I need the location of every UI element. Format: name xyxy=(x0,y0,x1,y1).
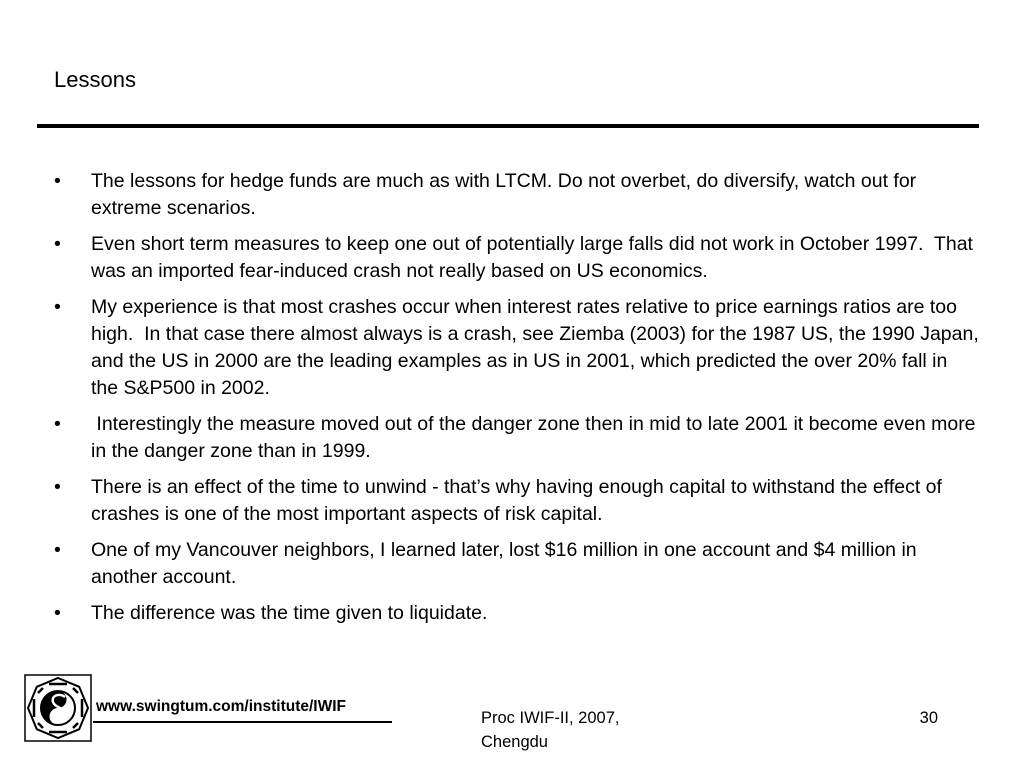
title-divider xyxy=(37,124,979,128)
bullet-marker: • xyxy=(54,296,61,318)
footer-url-link[interactable]: www.swingtum.com/institute/IWIF xyxy=(96,698,347,715)
bullet-marker: • xyxy=(54,233,61,255)
bullet-item xyxy=(54,600,979,627)
bullet-marker: • xyxy=(54,170,61,192)
footer-divider xyxy=(93,721,392,723)
bullet-marker: • xyxy=(54,476,61,498)
bullet-text: The difference was the time given to liquidate. xyxy=(91,602,488,624)
bullet-marker: • xyxy=(54,413,61,435)
bullet-item xyxy=(54,537,979,591)
bullet-item xyxy=(54,474,979,528)
bullet-text: There is an effect of the time to unwind - that’s why having enough capital to withstand the effect of crashes is one of the most important aspects of risk capital. xyxy=(91,476,948,525)
page-number: 30 xyxy=(919,709,938,727)
bullet-text: Interestingly the measure moved out of the danger zone then in mid to late 2001 it become even more in the danger zone than in 1999. xyxy=(91,413,981,462)
bullet-list xyxy=(54,168,985,636)
bullet-item xyxy=(54,294,985,402)
footer-proceedings-line1: Proc IWIF-II, 2007, xyxy=(481,709,620,727)
bullet-item xyxy=(54,411,979,465)
bullet-marker: • xyxy=(54,539,61,561)
bullet-text: One of my Vancouver neighbors, I learned later, lost $16 million in one account and $4 million in another account. xyxy=(91,539,923,588)
footer-proceedings-line2: Chengdu xyxy=(481,733,548,751)
slide-title: Lessons xyxy=(54,67,136,92)
bullet-item xyxy=(54,168,979,222)
footer-proceedings xyxy=(481,706,681,754)
bullet-marker: • xyxy=(54,602,61,624)
bullet-text: The lessons for hedge funds are much as with LTCM. Do not overbet, do diversify, watch out for extreme scenarios. xyxy=(91,170,922,219)
bullet-text: My experience is that most crashes occur when interest rates relative to price earnings ratios are too high. In that case there almost always is a crash, see Ziemba (2003) for the 1987 US, the 1990 Japan, and the US in 2000 are the leading examples as in US in 2001, which predicted the over 20% fall in the S&P500 in 2002. xyxy=(91,296,985,399)
bullet-item xyxy=(54,231,979,285)
bullet-text: Even short term measures to keep one out of potentially large falls did not work in October 1997. That was an imported fear-induced crash not really based on US economics. xyxy=(91,233,979,282)
swingtum-bagua-logo-icon xyxy=(24,674,92,742)
